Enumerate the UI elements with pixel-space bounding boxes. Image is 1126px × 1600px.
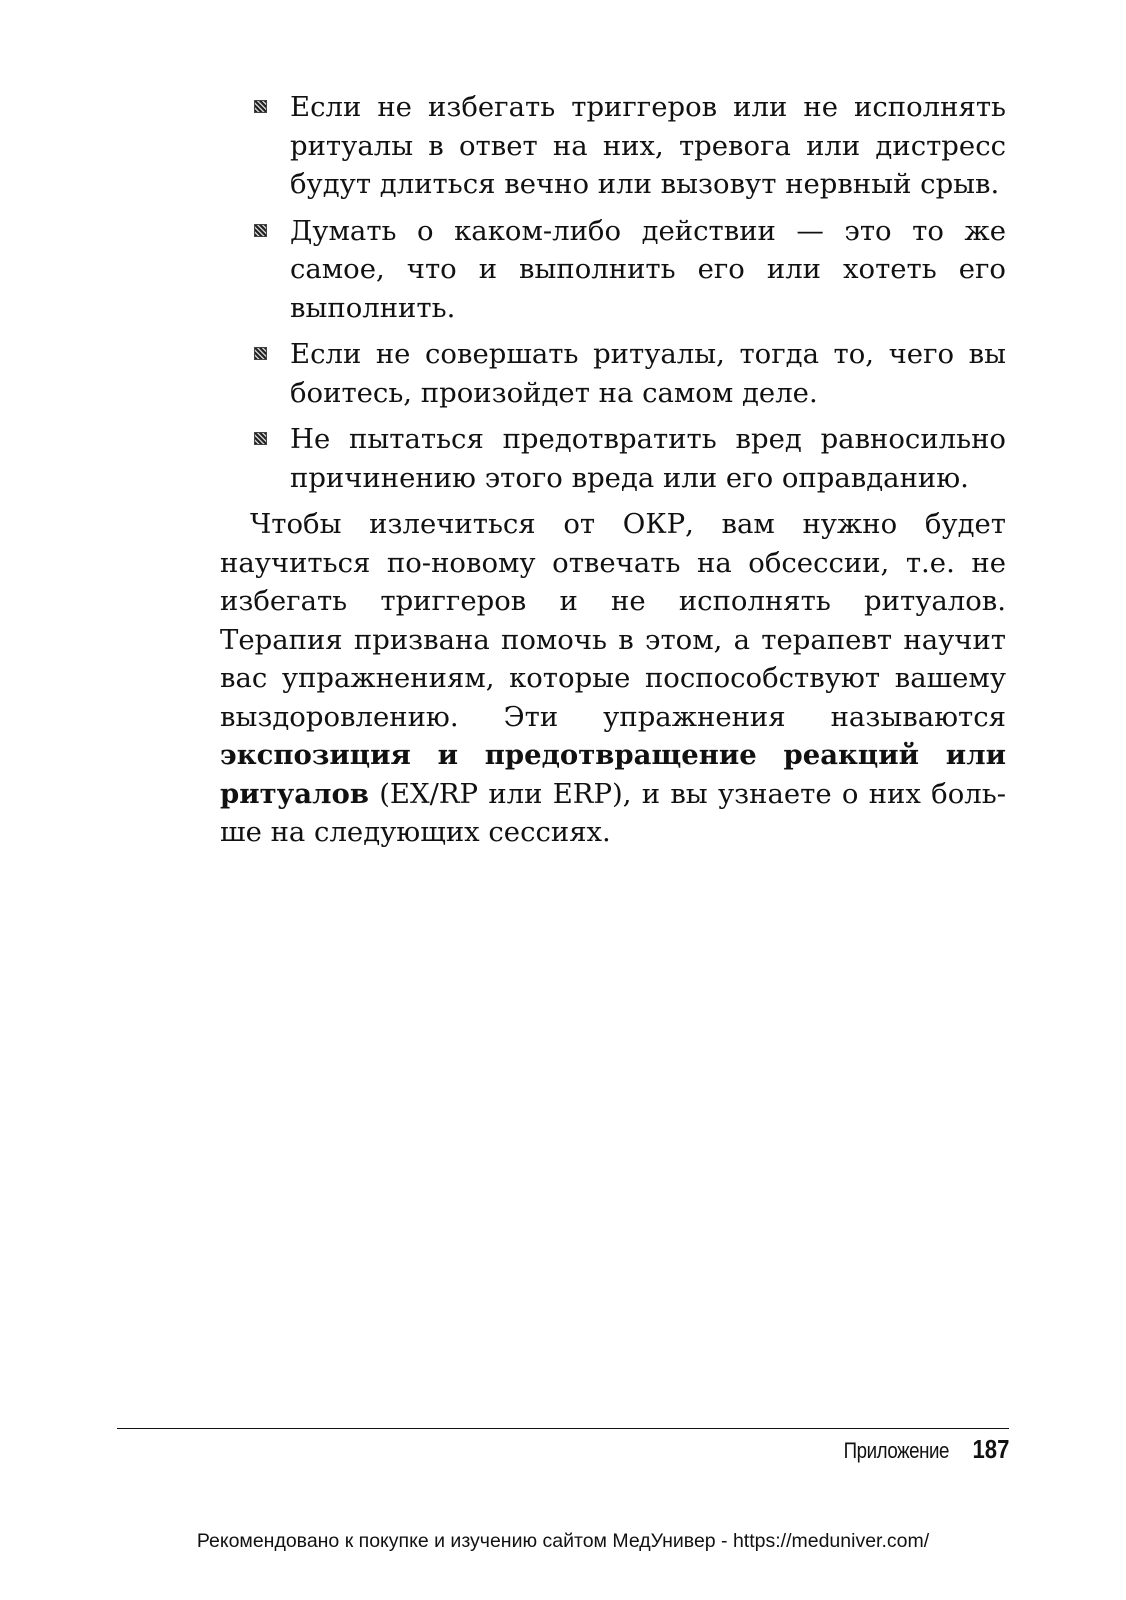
square-bullet-icon	[254, 432, 267, 445]
watermark-text: Рекомендовано к покупке и изучению сайтом МедУнивер - https://meduniver.com/	[196, 1530, 930, 1552]
list-item	[220, 212, 1006, 328]
square-bullet-icon	[254, 224, 267, 237]
bold-term: экспозиция и предотвращение реакций или ритуалов	[220, 739, 1006, 810]
list-item	[220, 420, 1006, 497]
page-footer	[825, 1434, 1009, 1466]
bullet-text: Если не совершать ритуалы, тогда то, чего вы боитесь, произойдет на самом деле.	[290, 338, 1006, 409]
page-number: 187	[972, 1434, 1009, 1464]
bullet-text: Не пытаться предотвратить вред равносильно причинению этого вреда или его оправданию.	[290, 423, 1006, 494]
list-item	[220, 88, 1006, 204]
square-bullet-icon	[254, 100, 267, 113]
section-name: Приложение	[844, 1438, 950, 1463]
paragraph-text-end: (EX/RP или ERP), и вы узнаете о них больше на следующих сессиях.	[220, 777, 1006, 848]
bullet-text: Думать о каком-либо действии — это то же самое, что и выполнить его или хотеть его выполнить.	[290, 214, 1006, 324]
page-content	[220, 88, 1006, 852]
paragraph-text-start: Чтобы излечиться от ОКР, вам нужно будет научиться по-новому отвечать на обсессии, т.е. не избегать триггеров и не исполнять ритуалов. Терапия призвана помочь в этом, а терапевт научит вас упражнениям, которые поспособствуют вашему выздоровлению. Эти упражнения называются	[220, 508, 1006, 733]
list-item	[220, 335, 1006, 412]
footer-divider	[117, 1428, 1009, 1429]
bullet-list	[220, 88, 1006, 497]
square-bullet-icon	[254, 347, 267, 360]
body-paragraph	[220, 505, 1006, 852]
bullet-text: Если не избегать триггеров или не исполнять ритуалы в ответ на них, тревога или дистресс будут длиться вечно или вызовут нервный срыв.	[290, 91, 1006, 200]
